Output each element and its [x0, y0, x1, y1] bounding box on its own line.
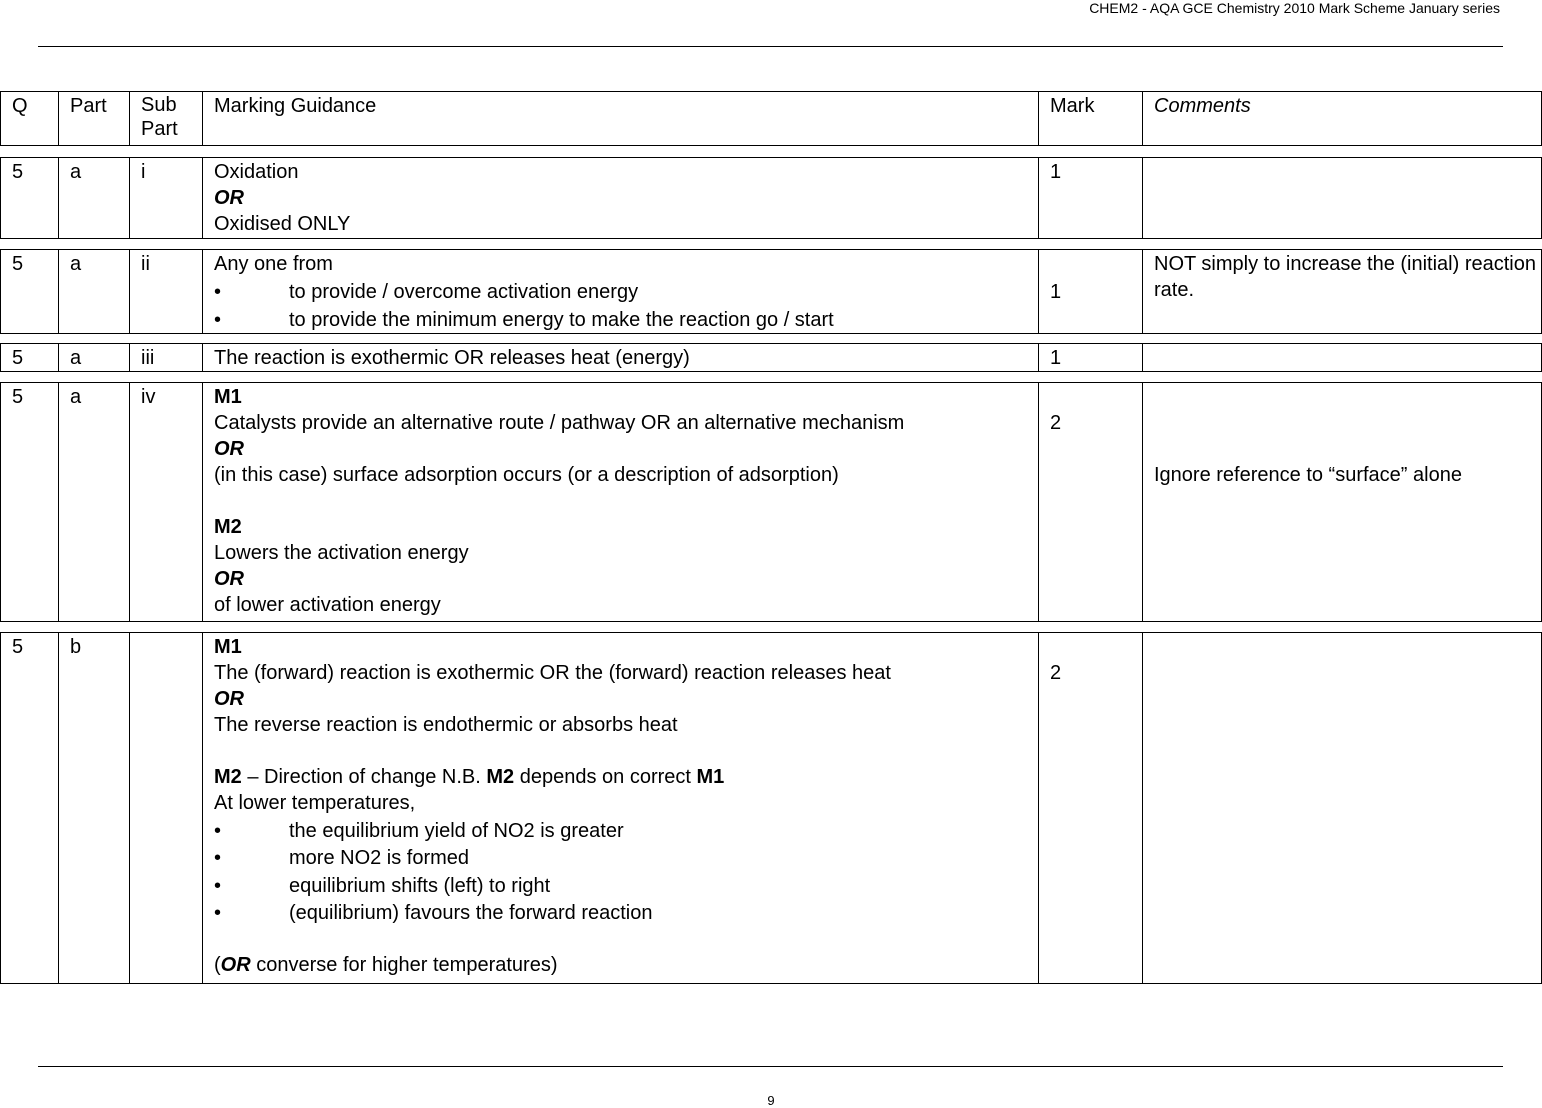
comments: NOT simply to increase the (initial) reaction rate.: [1143, 250, 1542, 334]
header-marking-guidance: Marking Guidance: [203, 92, 1039, 146]
comments: [1143, 633, 1542, 984]
header-comments: Comments: [1143, 92, 1542, 146]
marking-guidance: [203, 383, 1039, 622]
or-label: OR: [214, 568, 244, 590]
mark: 1: [1039, 344, 1143, 372]
q-number: 5: [1, 633, 59, 984]
table-header: [0, 91, 1542, 146]
bullet-icon: •: [214, 847, 222, 869]
bullet-icon: •: [214, 309, 222, 331]
marking-guidance: [203, 250, 1039, 334]
guidance-line: of lower activation energy: [214, 594, 441, 616]
mark: 1: [1039, 250, 1143, 334]
part: b: [59, 633, 130, 984]
marking-guidance: The reaction is exothermic OR releases heat (energy): [203, 344, 1039, 372]
mark-row-5aiii: [0, 343, 1542, 372]
footer-rule: [38, 1066, 1503, 1067]
marking-guidance: [203, 633, 1039, 984]
part: a: [59, 158, 130, 239]
converse-note: (OR converse for higher temperatures): [214, 954, 558, 976]
bullet-icon: •: [214, 819, 222, 842]
q-number: 5: [1, 383, 59, 622]
guidance-line: The (forward) reaction is exothermic OR the (forward) reaction releases heat: [214, 662, 891, 684]
sub-part: iii: [130, 344, 203, 372]
comments: [1143, 158, 1542, 239]
bullet-icon: •: [214, 874, 222, 897]
bullet-item: • equilibrium shifts (left) to right: [214, 874, 551, 897]
document-header-title: CHEM2 - AQA GCE Chemistry 2010 Mark Scheme January series: [1089, 0, 1500, 16]
marking-guidance: [203, 158, 1039, 239]
bullet-icon: •: [214, 902, 222, 924]
guidance-line: The reverse reaction is endothermic or absorbs heat: [214, 714, 678, 736]
q-number: 5: [1, 344, 59, 372]
part: a: [59, 383, 130, 622]
mark-row-5b: [0, 632, 1542, 984]
mark-row-5ai: [0, 157, 1542, 239]
page-number: 9: [767, 1093, 775, 1108]
sub-part: [130, 633, 203, 984]
mark: 1: [1039, 158, 1143, 239]
q-number: 5: [1, 158, 59, 239]
m1-label: M1: [214, 636, 242, 658]
guidance-line: At lower temperatures,: [214, 792, 416, 814]
guidance-line: Oxidised ONLY: [214, 213, 351, 235]
bullet-icon: •: [214, 281, 222, 303]
guidance-line: Catalysts provide an alternative route / pathway OR an alternative mechanism: [214, 412, 905, 434]
or-label: OR: [214, 688, 244, 710]
part: a: [59, 344, 130, 372]
comments: [1143, 344, 1542, 372]
bullet-item: • more NO2 is formed: [214, 847, 470, 869]
guidance-line: Oxidation: [214, 161, 299, 183]
guidance-line: Lowers the activation energy: [214, 542, 469, 564]
header-part: Part: [59, 92, 130, 146]
bullet-item: • to provide the minimum energy to make the reaction go / start: [214, 309, 834, 331]
bullet-item: • (equilibrium) favours the forward reaction: [214, 902, 653, 924]
mark: 2: [1039, 633, 1143, 984]
header-rule: [38, 46, 1503, 47]
guidance-line: Any one from: [214, 253, 333, 275]
bullet-item: • to provide / overcome activation energy: [214, 281, 639, 303]
mark-row-5aii: [0, 249, 1542, 334]
m2-heading: M2 – Direction of change N.B. M2 depends on correct M1: [214, 766, 725, 788]
sub-part: i: [130, 158, 203, 239]
bullet-item: • the equilibrium yield of NO2 is greater: [214, 819, 624, 842]
header-q: Q: [1, 92, 59, 146]
or-label: OR: [214, 438, 244, 460]
mark-row-5aiv: [0, 382, 1542, 622]
sub-part: iv: [130, 383, 203, 622]
comments: Ignore reference to “surface” alone: [1143, 383, 1542, 622]
sub-part: ii: [130, 250, 203, 334]
mark: 2: [1039, 383, 1143, 622]
m1-label: M1: [214, 386, 242, 408]
or-label: OR: [214, 187, 244, 209]
part: a: [59, 250, 130, 334]
q-number: 5: [1, 250, 59, 334]
header-sub-part: Sub Part: [130, 92, 203, 146]
guidance-line: (in this case) surface adsorption occurs (or a description of adsorption): [214, 464, 839, 486]
header-mark: Mark: [1039, 92, 1143, 146]
m2-label: M2: [214, 516, 242, 538]
